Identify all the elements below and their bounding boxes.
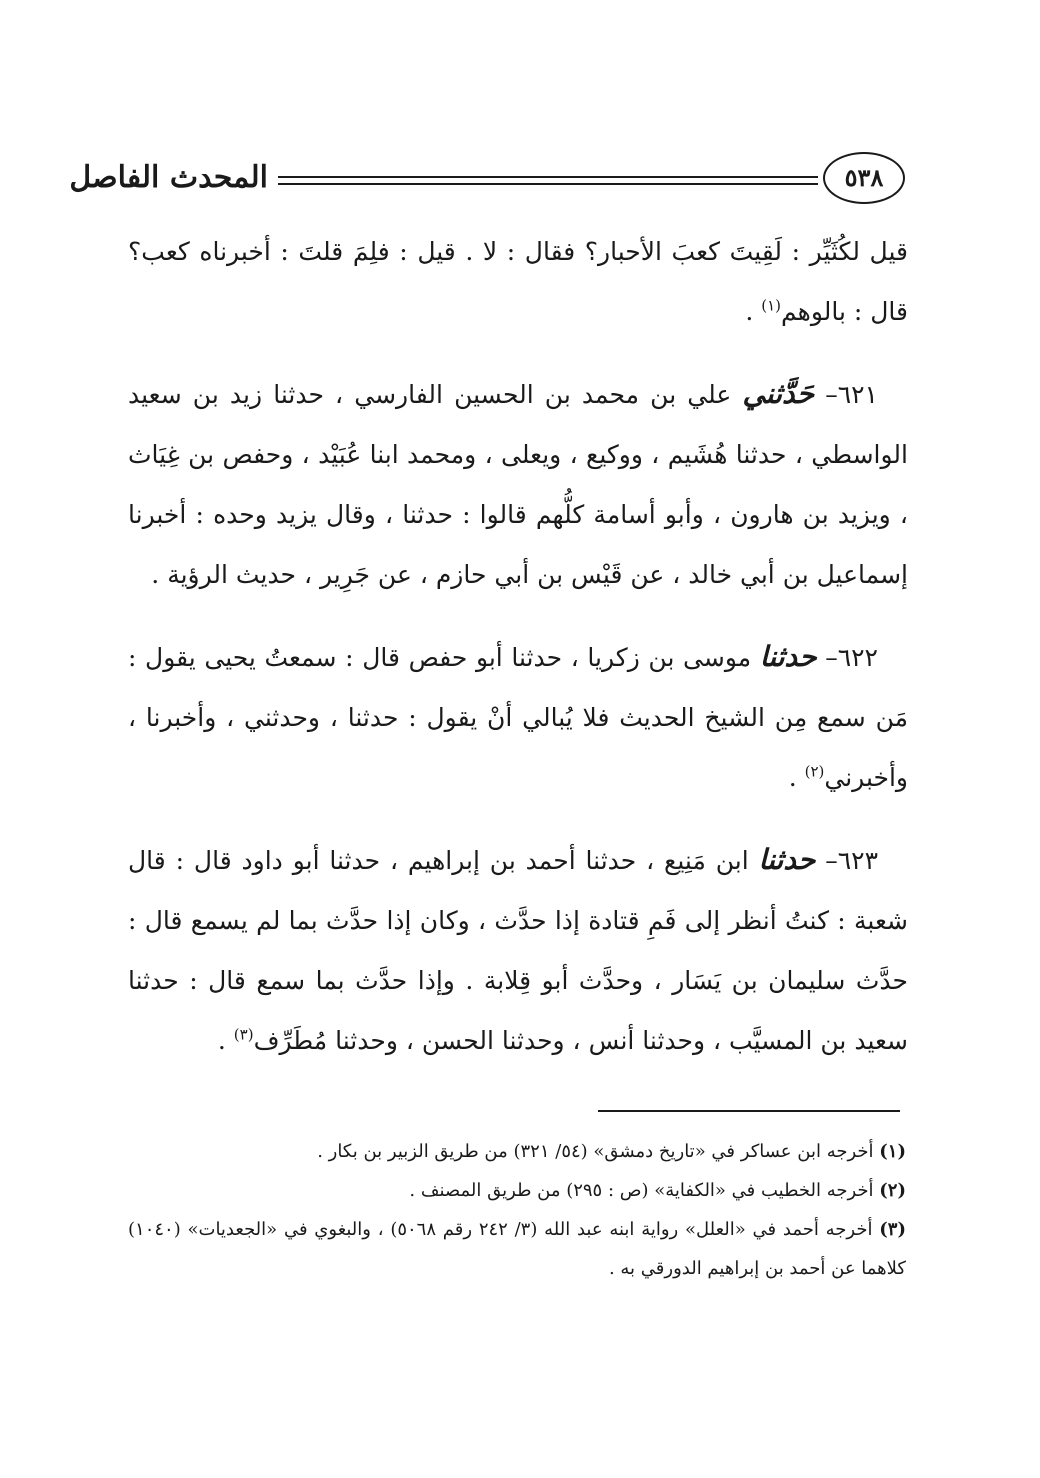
header-rule-top bbox=[278, 176, 818, 178]
hadith-number: ٦٢١– bbox=[825, 380, 878, 409]
footnote-separator bbox=[598, 1110, 900, 1112]
footnote-marker: (٢) bbox=[804, 762, 825, 781]
paragraph-end: . bbox=[745, 297, 762, 326]
hadith-text: موسى بن زكريا ، حدثنا أبو حفص قال : سمعتُ يحيى يقول : مَن سمع مِن الشيخ الحديث فلا يُبالي أنْ يقول : حدثنا ، وحدثني ، وأخبرنا ، وأخبرني bbox=[128, 643, 908, 792]
footnotes bbox=[128, 1132, 906, 1288]
footnote-text: أخرجه ابن عساكر في «تاريخ دمشق» (٥٤/ ٣٢١) من طريق الزبير بن بكار . bbox=[317, 1141, 880, 1162]
hadith-keyword: حَدَّثني bbox=[742, 377, 815, 410]
header-rule-bottom bbox=[278, 183, 818, 185]
paragraph-text: قيل لكُثَيِّر : لَقِيتَ كعبَ الأحبار؟ فقال : لا . قيل : فلِمَ قلتَ : أخبرناه كعب؟ قال : بالوهم bbox=[128, 237, 908, 326]
hadith-text: علي بن محمد بن الحسين الفارسي ، حدثنا زيد بن سعيد الواسطي ، حدثنا هُشَيم ، ووكيع ، ويعلى ، ومحمد ابنا عُبَيْد ، وحفص بن غِيَاث ، ويزيد بن هارون ، وأبو أسامة كلُّهم قالوا : حدثنا ، وقال يزيد وحده : أخبرنا إسماعيل بن أبي خالد ، عن قَيْس بن أبي حازم ، عن جَرِير ، حديث الرؤية . bbox=[128, 380, 908, 589]
paragraph-end: . bbox=[217, 1026, 234, 1055]
footnote-number: (١) bbox=[879, 1141, 906, 1162]
hadith-621 bbox=[128, 364, 908, 605]
footnote-text: أخرجه أحمد في «العلل» رواية ابنه عبد الله (٣/ ٢٤٢ رقم ٥٠٦٨) ، والبغوي في «الجعديات» (١٠٤٠) كلاهما عن أحمد بن إبراهيم الدورقي به . bbox=[128, 1219, 906, 1279]
page-header bbox=[69, 150, 908, 214]
main-text bbox=[128, 222, 908, 1093]
hadith-number: ٦٢٢– bbox=[825, 643, 878, 672]
footnote-3 bbox=[128, 1210, 906, 1288]
hadith-keyword: حدثنا bbox=[759, 640, 817, 673]
hadith-text: ابن مَنِيع ، حدثنا أحمد بن إبراهيم ، حدثنا أبو داود قال : قال شعبة : كنتُ أنظر إلى فَمِ قتادة إذا حدَّث ، وكان إذا حدَّث بما لم يسمع قال : حدَّث سليمان بن يَسَار ، وحدَّث أبو قِلابة . وإذا حدَّث بما سمع قال : حدثنا سعيد بن المسيَّب ، وحدثنا أنس ، وحدثنا الحسن ، وحدثنا مُطَرِّف bbox=[128, 846, 908, 1055]
footnote-marker: (٣) bbox=[233, 1025, 254, 1044]
footnote-2 bbox=[128, 1171, 906, 1210]
hadith-623 bbox=[128, 830, 908, 1071]
footnote-number: (٢) bbox=[879, 1180, 906, 1201]
footnote-number: (٣) bbox=[879, 1219, 906, 1240]
paragraph-intro bbox=[128, 222, 908, 342]
footnote-marker: (١) bbox=[761, 296, 782, 315]
hadith-number: ٦٢٣– bbox=[825, 846, 879, 875]
hadith-keyword: حدثنا bbox=[758, 843, 816, 876]
paragraph-end: . bbox=[788, 763, 805, 792]
book-title: المحدث الفاصل bbox=[69, 160, 268, 195]
page-number: ٥٣٨ bbox=[823, 152, 905, 204]
footnote-text: أخرجه الخطيب في «الكفاية» (ص : ٢٩٥) من طريق المصنف . bbox=[409, 1180, 880, 1201]
footnote-1 bbox=[128, 1132, 906, 1171]
hadith-622 bbox=[128, 627, 908, 808]
